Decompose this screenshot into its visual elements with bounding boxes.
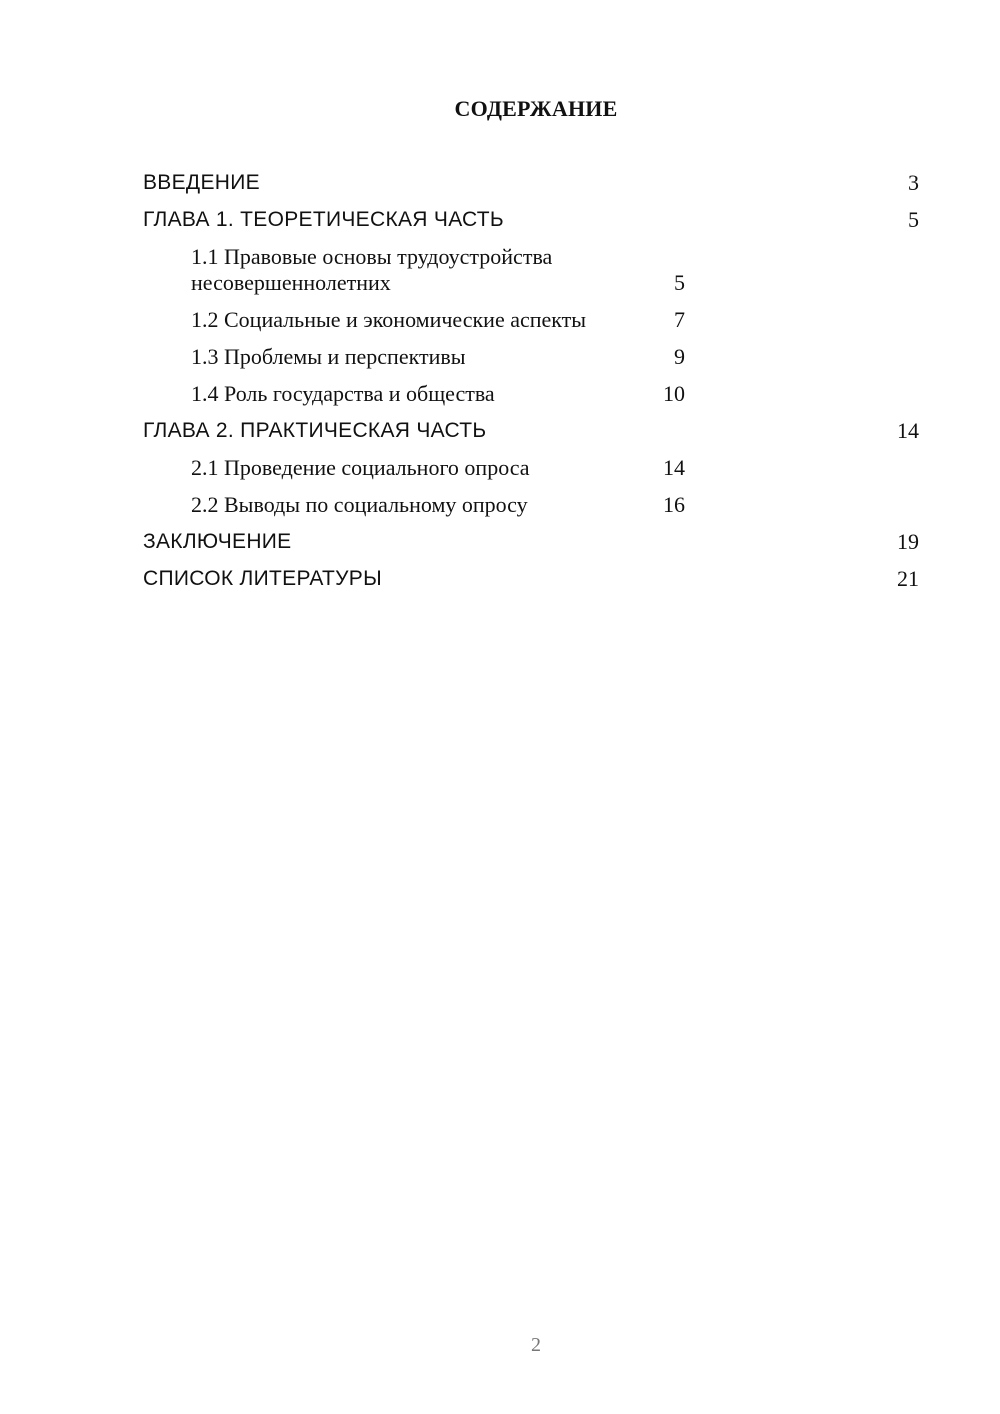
- toc-entry-section-1-1[interactable]: [143, 244, 919, 296]
- page-title: СОДЕРЖАНИЕ: [454, 96, 618, 121]
- toc-entry-section-2-1[interactable]: [143, 455, 919, 481]
- toc-entry-label: СПИСОК ЛИТЕРАТУРЫ: [143, 567, 383, 590]
- toc-entry-page-number: 14: [897, 418, 919, 443]
- toc-entry-label: 1.4 Роль государства и общества: [191, 381, 495, 406]
- toc-entry-label: 2.1 Проведение социального опроса: [191, 455, 530, 480]
- toc-entry-page-number: 21: [897, 566, 919, 591]
- toc-entry-conclusion[interactable]: [143, 529, 919, 555]
- toc-entry-page-number: 3: [908, 170, 919, 195]
- toc-entry-page-number: 5: [674, 270, 685, 295]
- toc-entry-section-1-4[interactable]: [143, 381, 919, 407]
- table-of-contents: [143, 170, 919, 603]
- toc-entry-label: ГЛАВА 1. ТЕОРЕТИЧЕСКАЯ ЧАСТЬ: [143, 208, 505, 231]
- toc-entry-label: 1.1 Правовые основы трудоустройства несовершеннолетних: [191, 244, 553, 295]
- toc-entry-page-number: 5: [908, 207, 919, 232]
- toc-entry-section-2-2[interactable]: [143, 492, 919, 518]
- toc-entry-label: 1.3 Проблемы и перспективы: [191, 344, 466, 369]
- toc-entry-introduction[interactable]: [143, 170, 919, 196]
- toc-entry-label: ЗАКЛЮЧЕНИЕ: [143, 530, 292, 553]
- toc-entry-page-number: 16: [663, 492, 685, 517]
- toc-entry-label: 1.2 Социальные и экономические аспекты: [191, 307, 587, 332]
- toc-entry-chapter-1[interactable]: [143, 207, 919, 233]
- toc-entry-label: ВВЕДЕНИЕ: [143, 171, 260, 194]
- toc-entry-section-1-3[interactable]: [143, 344, 919, 370]
- toc-entry-label: ГЛАВА 2. ПРАКТИЧЕСКАЯ ЧАСТЬ: [143, 419, 487, 442]
- toc-entry-chapter-2[interactable]: [143, 418, 919, 444]
- toc-entry-page-number: 7: [674, 307, 685, 332]
- toc-entry-page-number: 9: [674, 344, 685, 369]
- toc-entry-references[interactable]: [143, 566, 919, 592]
- page-number: 2: [531, 1334, 541, 1356]
- toc-entry-section-1-2[interactable]: [143, 307, 919, 333]
- toc-entry-page-number: 10: [663, 381, 685, 406]
- toc-entry-page-number: 19: [897, 529, 919, 554]
- toc-entry-label: 2.2 Выводы по социальному опросу: [191, 492, 528, 517]
- toc-entry-page-number: 14: [663, 455, 685, 480]
